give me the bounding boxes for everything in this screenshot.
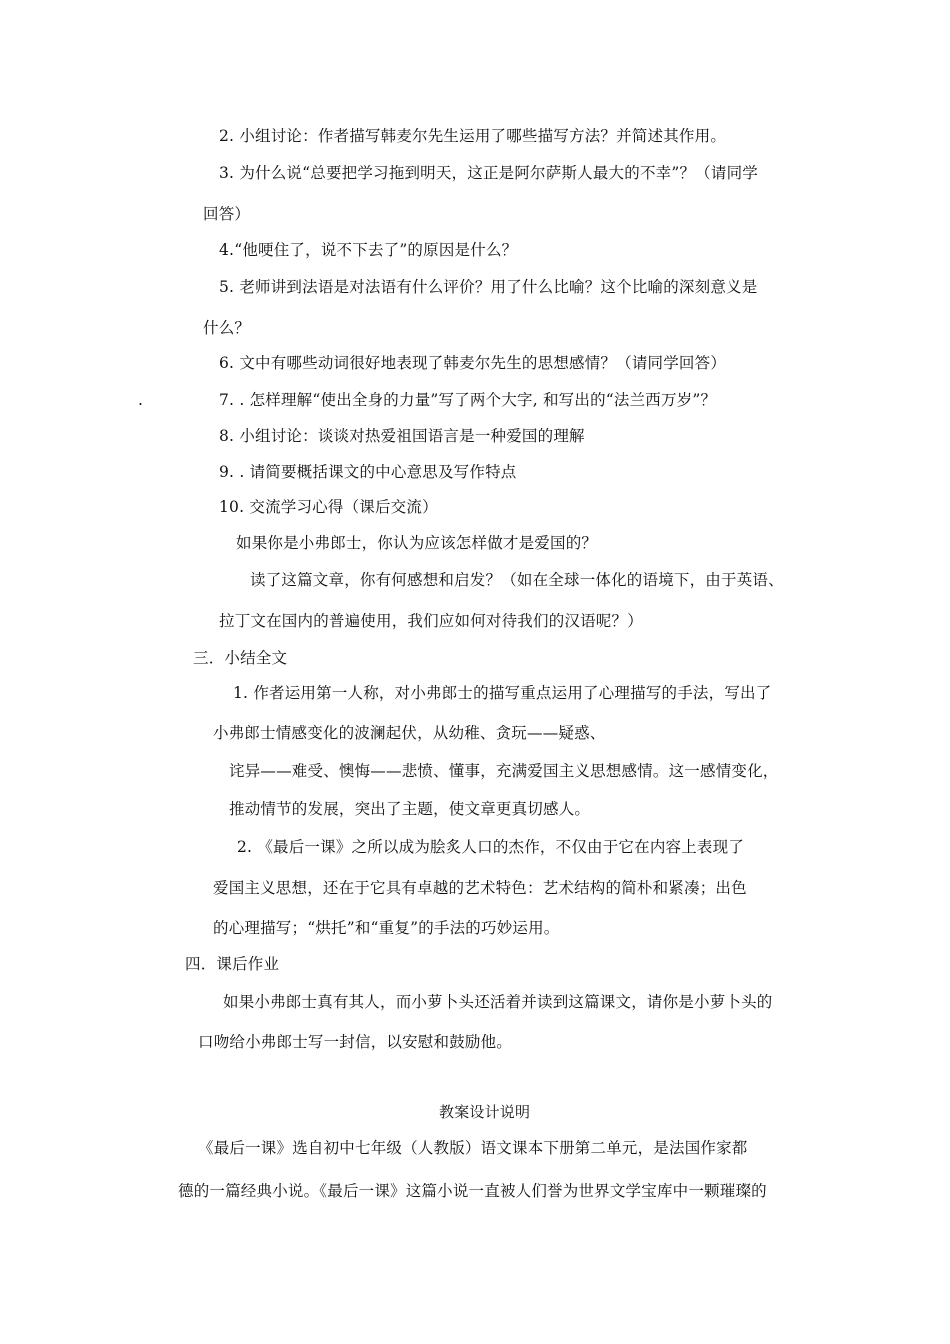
summary-p2-line2: 爱国主义思想，还在于它具有卓越的艺术特色：艺术结构的简朴和紧凑；出色 bbox=[213, 879, 747, 897]
question-5-cont: 什么？ bbox=[203, 319, 251, 337]
question-4: 4.“他哽住了，说不下去了”的原因是什么？ bbox=[219, 241, 518, 259]
discussion-q2: 读了这篇文章，你有何感想和启发？（如在全球一体化的语境下，由于英语、 bbox=[250, 571, 784, 589]
homework-line2: 口吻给小弗郎士写一封信，以安慰和鼓励他。 bbox=[198, 1033, 513, 1051]
question-8: 8. 小组讨论：谈谈对热爱祖国语言是一种爱国的理解 bbox=[219, 427, 585, 445]
discussion-q2-cont: 拉丁文在国内的普遍使用，我们应如何对待我们的汉语呢？） bbox=[219, 612, 643, 630]
question-3: 3. 为什么说“总要把学习拖到明天，这正是阿尔萨斯人最大的不幸”？（请同学 bbox=[219, 164, 758, 182]
design-line2: 德的一篇经典小说。《最后一课》这篇小说一直被人们誉为世界文学宝库中一颗璀璨的 bbox=[178, 1182, 767, 1200]
question-2: 2. 小组讨论：作者描写韩麦尔先生运用了哪些描写方法？并简述其作用。 bbox=[219, 127, 727, 145]
discussion-q1: 如果你是小弗郎士，你认为应该怎样做才是爱国的？ bbox=[236, 534, 598, 552]
question-10: 10. 交流学习心得（课后交流） bbox=[219, 498, 438, 516]
summary-p1-line3: 诧异——难受、懊悔——悲愤、懂事，充满爱国主义思想感情。这一感情变化， bbox=[229, 762, 779, 780]
summary-p1-line1: 1. 作者运用第一人称，对小弗郎士的描写重点运用了心理描写的手法，写出了 bbox=[233, 684, 772, 702]
design-line1: 《最后一课》选自初中七年级（人教版）语文课本下册第二单元，是法国作家都 bbox=[198, 1139, 748, 1157]
question-6: 6. 文中有哪些动词很好地表现了韩麦尔先生的思想感情？（请同学回答） bbox=[219, 354, 727, 372]
summary-p2-line3: 的心理描写；“烘托”和“重复”的手法的巧妙运用。 bbox=[213, 919, 560, 937]
homework-heading: 四．课后作业 bbox=[185, 955, 280, 973]
question-3-cont: 回答） bbox=[203, 205, 251, 223]
question-7: 7. . 怎样理解“使出全身的力量”写了两个大字, 和写出的“法兰西万岁”？ bbox=[219, 391, 717, 409]
design-title: 教案设计说明 bbox=[439, 1103, 531, 1121]
stray-dot: . bbox=[138, 391, 144, 409]
summary-p2-line1: 2. 《最后一课》之所以成为脍炙人口的杰作，不仅由于它在内容上表现了 bbox=[237, 838, 745, 856]
question-9: 9. . 请简要概括课文的中心意思及写作特点 bbox=[219, 463, 517, 481]
summary-p1-line2: 小弗郎士情感变化的波澜起伏，从幼稚、贪玩——疑惑、 bbox=[213, 724, 606, 742]
homework-line1: 如果小弗郎士真有其人，而小萝卜头还活着并读到这篇课文，请你是小萝卜头的 bbox=[223, 993, 773, 1011]
summary-heading: 三．小结全文 bbox=[193, 649, 288, 667]
question-5: 5. 老师讲到法语是对法语有什么评价？用了什么比喻？这个比喻的深刻意义是 bbox=[219, 278, 758, 296]
summary-p1-line4: 推动情节的发展，突出了主题，使文章更真切感人。 bbox=[229, 800, 591, 818]
